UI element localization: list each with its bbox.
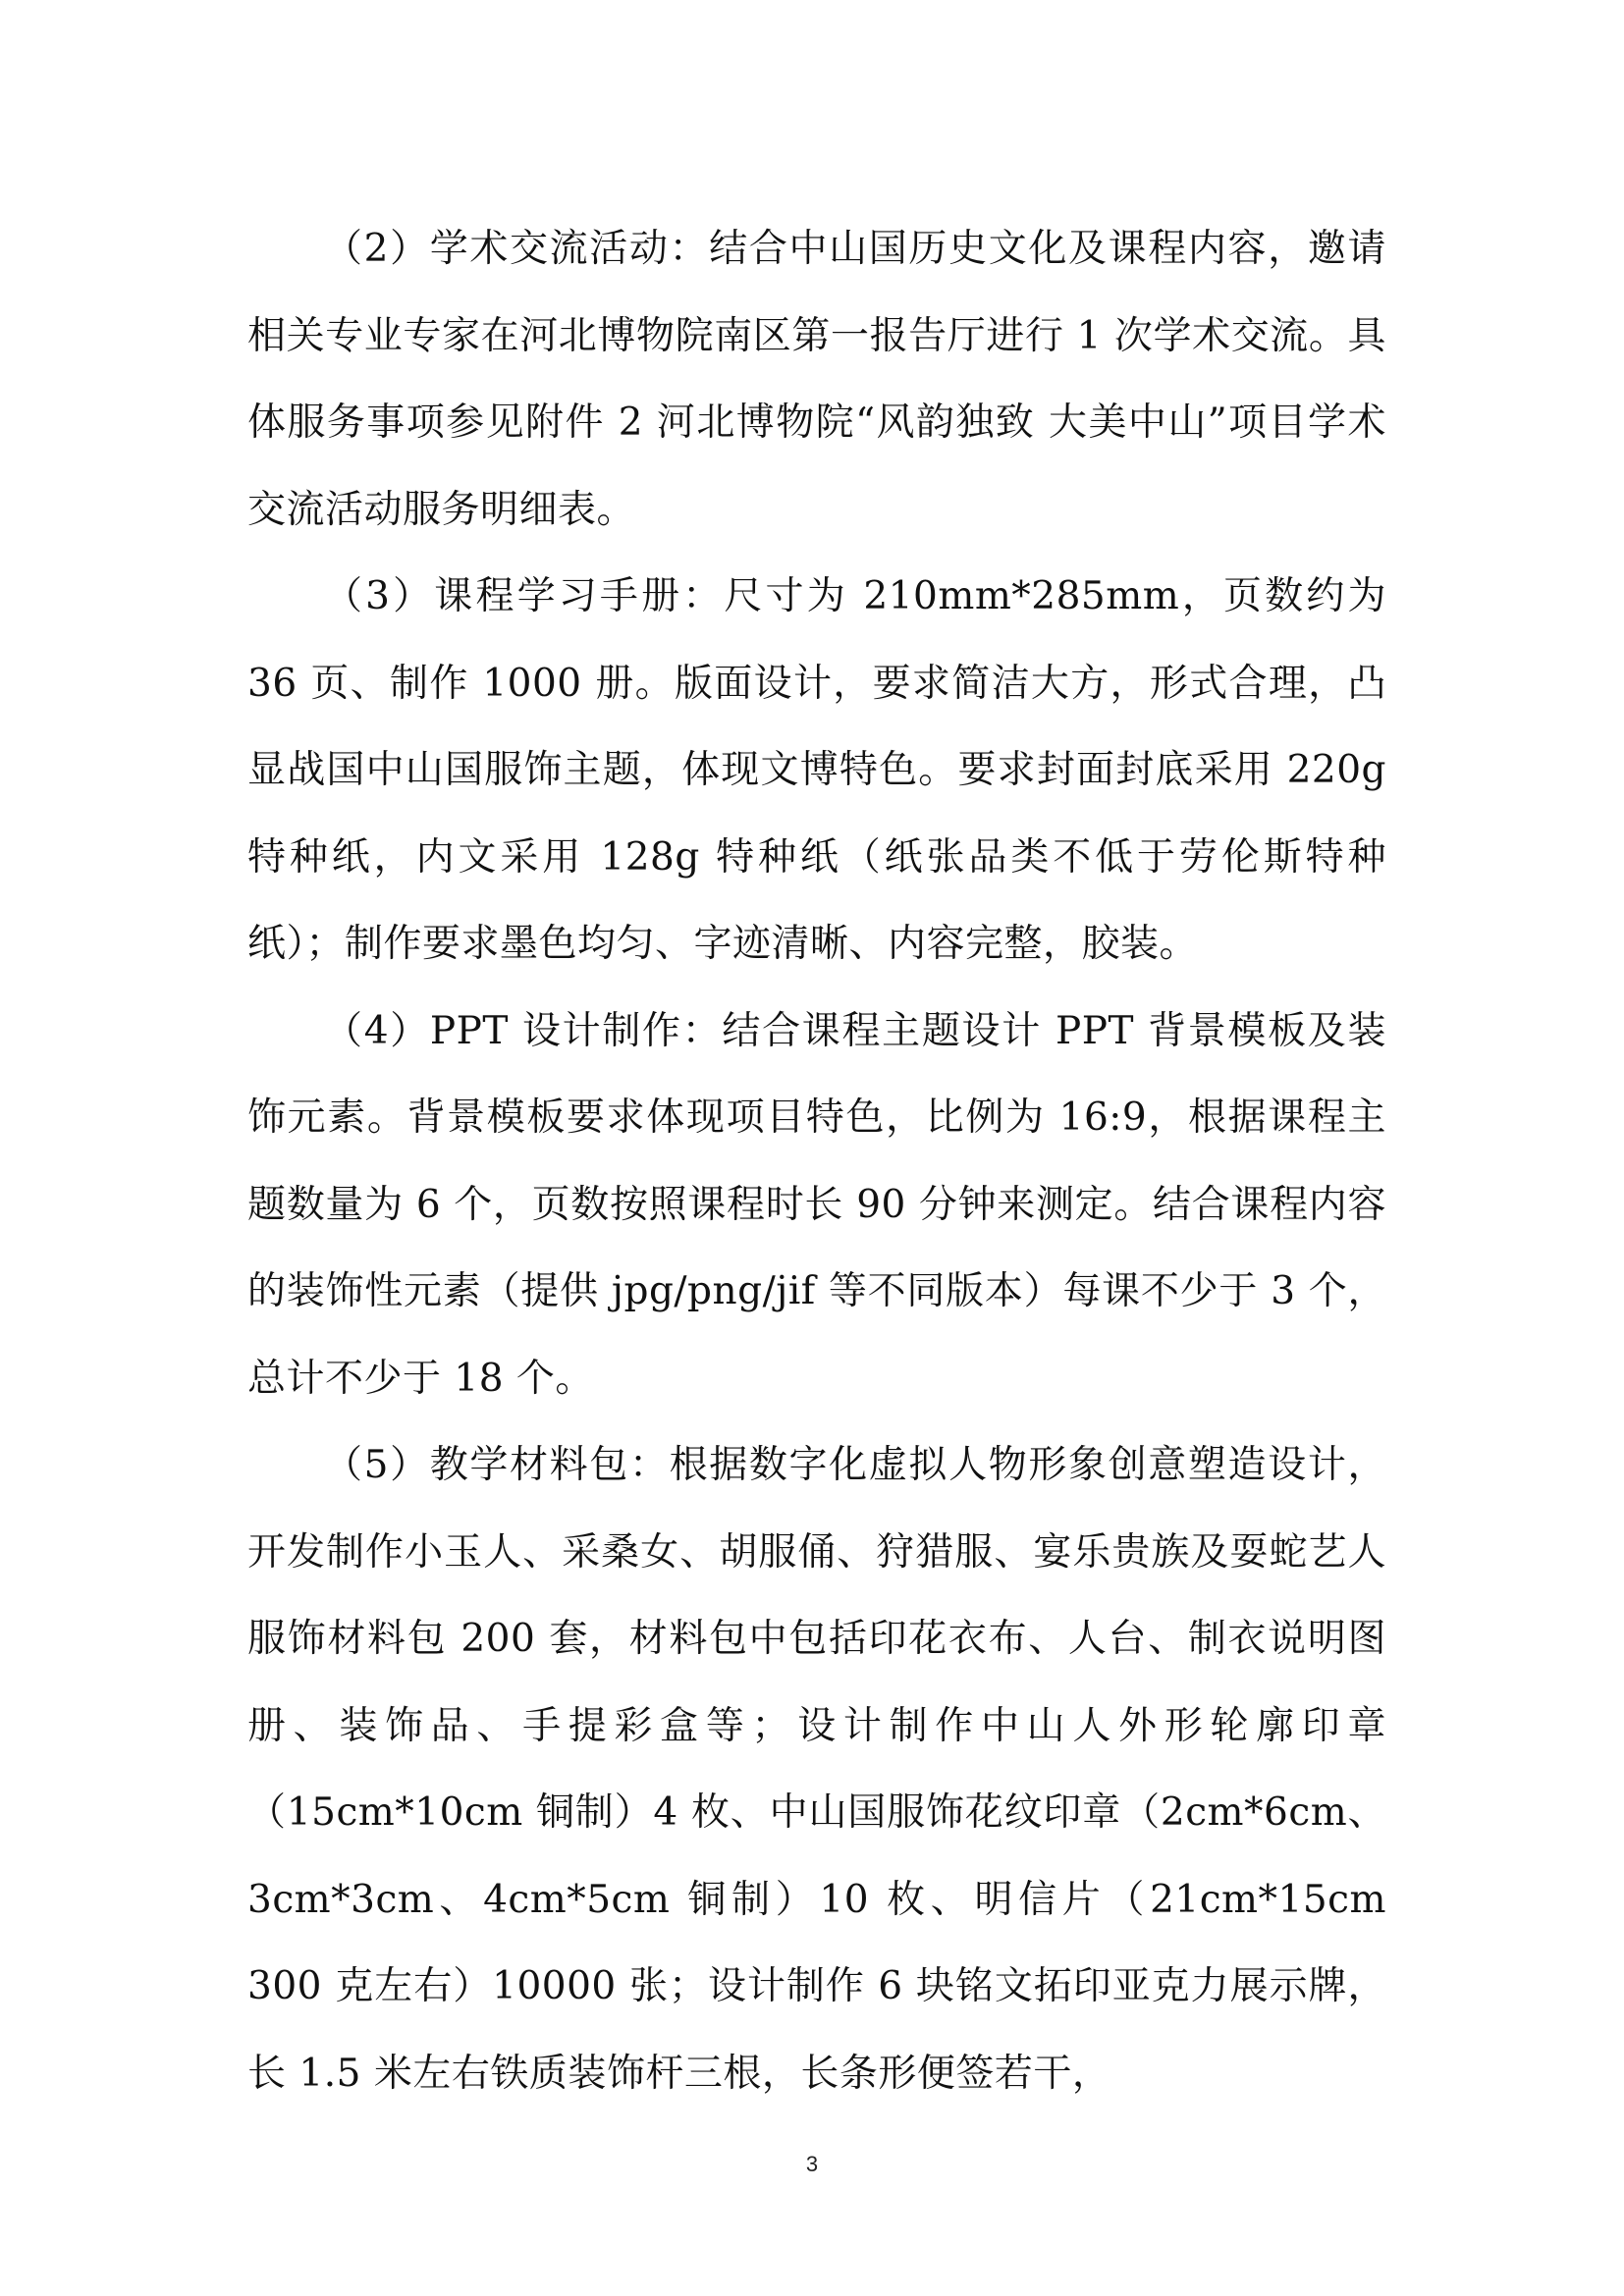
document-body [247,206,1426,2117]
paragraph-academic-exchange: （2）学术交流活动：结合中山国历史文化及课程内容，邀请相关专业专家在河北博物院南区第一报告厅进行 1 次学术交流。具体服务事项参见附件 2 河北博物院“风韵独致 大美中山”项目学术交流活动服务明细表。 [247,227,1386,532]
paragraph-ppt-design: （4）PPT 设计制作：结合课程主题设计 PPT 背景模板及装饰元素。背景模板要求体现项目特色，比例为 16:9，根据课程主题数量为 6 个，页数按照课程时长 90 分钟来测定。结合课程内容的装饰性元素（提供 jpg/png/jif 等不同版本）每课不少于 3 个，总计不少于 18 个。 [247,1008,1386,1401]
page-number: 3 [805,2152,819,2176]
paragraph-teaching-materials: （5）教学材料包：根据数字化虚拟人物形象创意塑造设计，开发制作小玉人、采桑女、胡服俑、狩猎服、宴乐贵族及耍蛇艺人服饰材料包 200 套，材料包中包括印花衣布、人台、制衣说明图册、装饰品、手提彩盒等；设计制作中山人外形轮廓印章（15cm*10cm 铜制）4 枚、中山国服饰花纹印章（2cm*6cm、3cm*3cm、4cm*5cm 铜制）10 枚、明信片（21cm*15cm 300 克左右）10000 张；设计制作 6 块铭文拓印亚克力展示牌，长 1.5 米左右铁质装饰杆三根，长条形便签若干， [247,1443,1426,2096]
paragraph-course-handbook: （3）课程学习手册：尺寸为 210mm*285mm，页数约为 36 页、制作 1000 册。版面设计，要求简洁大方，形式合理，凸显战国中山国服饰主题，体现文博特色。要求封面封底采用 220g 特种纸，内文采用 128g 特种纸（纸张品类不低于劳伦斯特种纸）；制作要求墨色均匀、字迹清晰、内容完整，胶装。 [247,574,1386,966]
